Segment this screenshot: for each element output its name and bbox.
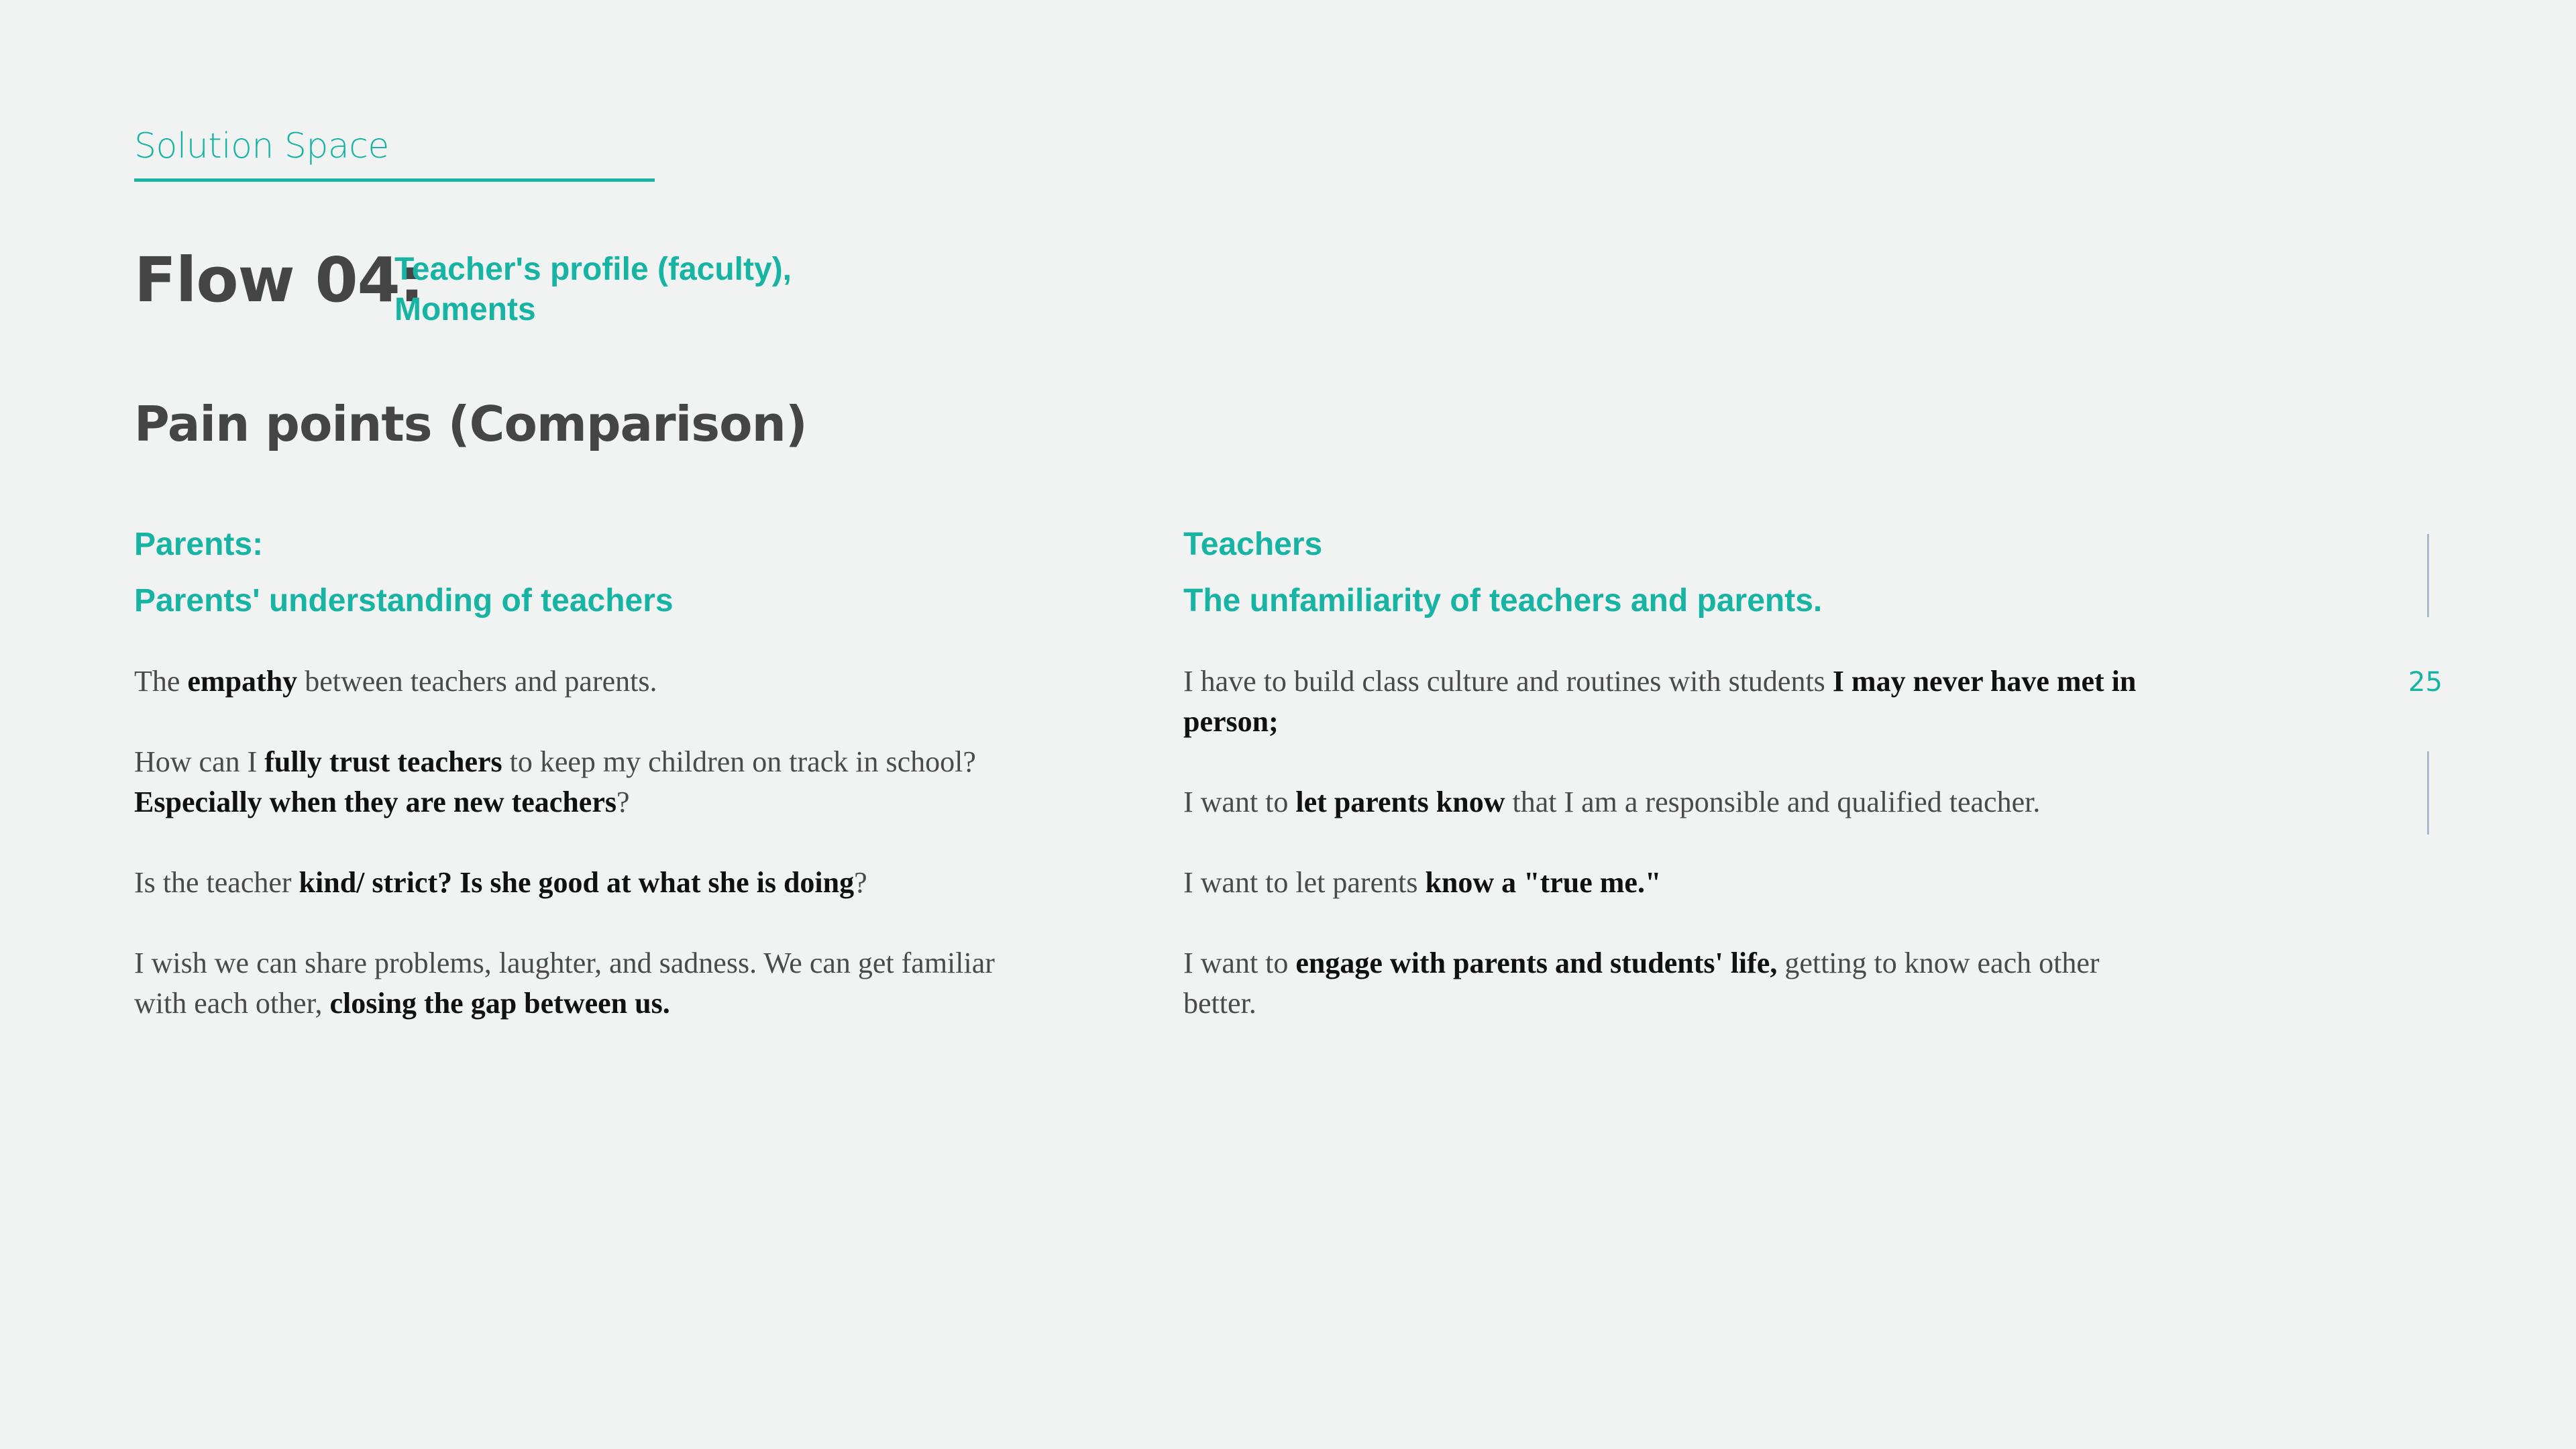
flow-subtitle (394, 250, 792, 330)
section-label: Solution Space (134, 126, 389, 166)
emphasis-text: Especially when they are new teachers (134, 786, 616, 818)
teachers-paragraph (1183, 661, 2163, 742)
parents-paragraph (134, 943, 1006, 1024)
body-text: How can I (134, 745, 265, 778)
teachers-subtitle: The unfamiliarity of teachers and parents. (1183, 583, 1823, 619)
emphasis-text: kind/ strict? Is she good at what she is doing (299, 866, 855, 899)
emphasis-text: empathy (187, 665, 298, 698)
body-text: I want to (1183, 947, 1296, 979)
parents-paragraph (134, 661, 1006, 702)
body-text: I have to build class culture and routines with students (1183, 665, 1833, 698)
teachers-paragraph (1183, 943, 2163, 1024)
emphasis-text: know a "true me." (1425, 866, 1662, 899)
body-text: ? (854, 866, 867, 899)
flow-title: Flow 04: (134, 244, 424, 316)
body-text: I want to let parents (1183, 866, 1426, 899)
body-text: Is the teacher (134, 866, 299, 899)
teachers-column (1183, 525, 2163, 1064)
emphasis-text: engage with parents and students' life, (1295, 947, 1778, 979)
body-text: to keep my children on track in school? (502, 745, 976, 778)
parents-paragraph (134, 742, 1006, 822)
page-heading: Pain points (Comparison) (134, 396, 807, 452)
body-text: getting to know each other better. (1183, 947, 2100, 1020)
parents-subtitle: Parents' understanding of teachers (134, 583, 674, 619)
page-divider-bottom (2427, 751, 2429, 835)
flow-subtitle-line: Teacher's profile (faculty), (394, 252, 792, 287)
parents-column (134, 525, 1006, 1064)
body-text: I wish we can share problems, laughter, and sadness. We can get familiar with each other, (134, 947, 995, 1020)
body-text: that I am a responsible and qualified teacher. (1505, 786, 2041, 818)
body-text: The (134, 665, 188, 698)
parents-label: Parents: (134, 527, 264, 562)
page-number: 25 (2408, 667, 2443, 698)
emphasis-text: fully trust teachers (264, 745, 502, 778)
emphasis-text: I may never have met in person; (1183, 665, 2137, 738)
teachers-paragraph (1183, 782, 2163, 822)
emphasis-text: let parents know (1295, 786, 1505, 818)
body-text: ? (616, 786, 630, 818)
emphasis-text: closing the gap between us. (329, 987, 670, 1020)
teachers-paragraph (1183, 863, 2163, 903)
flow-subtitle-line: Moments (394, 292, 536, 327)
page-divider-top (2427, 534, 2429, 617)
teachers-label: Teachers (1183, 527, 1323, 562)
parents-paragraph (134, 863, 1006, 903)
body-text: between teachers and parents. (297, 665, 657, 698)
body-text: I want to (1183, 786, 1296, 818)
section-underline (134, 178, 655, 182)
